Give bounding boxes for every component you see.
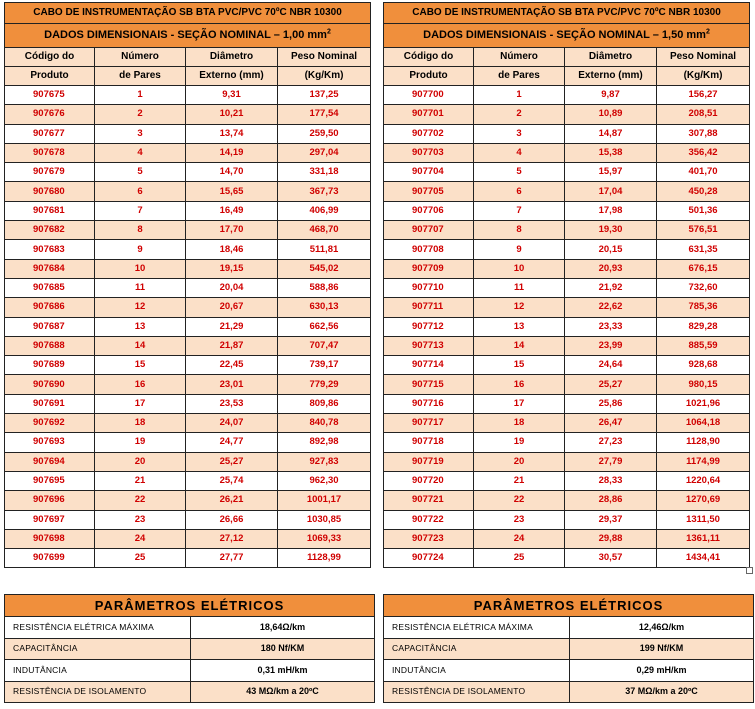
nominal-weight: 1030,85: [278, 510, 371, 529]
pairs-count: 1: [474, 86, 565, 105]
header-produto: Produto: [5, 67, 95, 86]
product-code: 907701: [384, 105, 474, 124]
pairs-count: 7: [474, 201, 565, 220]
product-code: 907699: [5, 549, 95, 568]
pairs-count: 10: [95, 259, 186, 278]
table-row: [384, 240, 750, 259]
nominal-weight: 545,02: [278, 259, 371, 278]
header-pares: de Pares: [474, 67, 565, 86]
subtitle-text: DADOS DIMENSIONAIS - SEÇÃO NOMINAL – 1,00 mm: [44, 29, 327, 41]
outer-diameter: 22,62: [565, 298, 657, 317]
nominal-weight: 1069,33: [278, 529, 371, 548]
pairs-count: 25: [95, 549, 186, 568]
outer-diameter: 14,19: [186, 143, 278, 162]
product-code: 907675: [5, 86, 95, 105]
table-row: [5, 529, 371, 548]
pairs-count: 23: [95, 510, 186, 529]
product-code: 907691: [5, 394, 95, 413]
nominal-weight: 156,27: [657, 86, 750, 105]
outer-diameter: 13,74: [186, 124, 278, 143]
table-row: [5, 105, 371, 124]
outer-diameter: 15,38: [565, 143, 657, 162]
product-code: 907702: [384, 124, 474, 143]
param-label-indutancia: INDUTÂNCIA: [384, 660, 570, 682]
nominal-weight: 297,04: [278, 143, 371, 162]
param-value-capacitancia: 199 Nf/KM: [570, 638, 754, 660]
header-pares: de Pares: [95, 67, 186, 86]
pairs-count: 3: [95, 124, 186, 143]
electrical-title: PARÂMETROS ELÉTRICOS: [384, 595, 754, 617]
nominal-weight: 1174,99: [657, 452, 750, 471]
pairs-count: 5: [95, 163, 186, 182]
outer-diameter: 14,87: [565, 124, 657, 143]
nominal-weight: 588,86: [278, 278, 371, 297]
pairs-count: 13: [95, 317, 186, 336]
product-code: 907719: [384, 452, 474, 471]
product-code: 907713: [384, 336, 474, 355]
outer-diameter: 24,64: [565, 356, 657, 375]
pairs-count: 9: [474, 240, 565, 259]
dimensional-table-1-00mm: [4, 2, 371, 568]
table-row: [5, 182, 371, 201]
pairs-count: 19: [474, 433, 565, 452]
product-code: 907685: [5, 278, 95, 297]
pairs-count: 12: [95, 298, 186, 317]
table-subtitle: [5, 24, 371, 48]
pairs-count: 15: [95, 356, 186, 375]
table-row: [384, 549, 750, 568]
pairs-count: 5: [474, 163, 565, 182]
product-code: 907708: [384, 240, 474, 259]
table-row: [384, 471, 750, 490]
outer-diameter: 9,31: [186, 86, 278, 105]
nominal-weight: 367,73: [278, 182, 371, 201]
outer-diameter: 19,15: [186, 259, 278, 278]
table-row: [5, 201, 371, 220]
param-value-capacitancia: 180 Nf/KM: [191, 638, 375, 660]
product-code: 907688: [5, 336, 95, 355]
pairs-count: 6: [474, 182, 565, 201]
pairs-count: 8: [95, 221, 186, 240]
outer-diameter: 9,87: [565, 86, 657, 105]
table-row: [5, 491, 371, 510]
pairs-count: 7: [95, 201, 186, 220]
table-row: [5, 336, 371, 355]
table-row: [5, 356, 371, 375]
table-row: [384, 356, 750, 375]
nominal-weight: 468,70: [278, 221, 371, 240]
pairs-count: 18: [474, 414, 565, 433]
product-code: 907676: [5, 105, 95, 124]
outer-diameter: 25,86: [565, 394, 657, 413]
table-row: [5, 298, 371, 317]
table-row: [384, 201, 750, 220]
table-row: [384, 86, 750, 105]
subtitle-superscript: 2: [326, 28, 331, 36]
nominal-weight: 1001,17: [278, 491, 371, 510]
product-code: 907681: [5, 201, 95, 220]
pairs-count: 21: [95, 471, 186, 490]
header-numero: Número: [95, 48, 186, 67]
table-row: [384, 414, 750, 433]
header-externo: Externo (mm): [186, 67, 278, 86]
dimensional-table-body: [5, 3, 371, 568]
param-label-capacitancia: CAPACITÂNCIA: [5, 638, 191, 660]
param-label-indutancia: INDUTÂNCIA: [5, 660, 191, 682]
outer-diameter: 21,29: [186, 317, 278, 336]
table-row: [384, 143, 750, 162]
table-row: [5, 240, 371, 259]
pairs-count: 22: [474, 491, 565, 510]
param-label-resistencia: RESISTÊNCIA ELÉTRICA MÁXIMA: [5, 617, 191, 639]
product-code: 907715: [384, 375, 474, 394]
nominal-weight: 1434,41: [657, 549, 750, 568]
nominal-weight: 307,88: [657, 124, 750, 143]
nominal-weight: 1128,99: [278, 549, 371, 568]
nominal-weight: 928,68: [657, 356, 750, 375]
product-code: 907690: [5, 375, 95, 394]
nominal-weight: 1021,96: [657, 394, 750, 413]
pairs-count: 24: [474, 529, 565, 548]
nominal-weight: 450,28: [657, 182, 750, 201]
outer-diameter: 27,79: [565, 452, 657, 471]
pairs-count: 22: [95, 491, 186, 510]
nominal-weight: 177,54: [278, 105, 371, 124]
nominal-weight: 401,70: [657, 163, 750, 182]
param-value-isolamento: 43 MΩ/km a 20ºC: [191, 681, 375, 703]
table-row: [5, 221, 371, 240]
nominal-weight: 631,35: [657, 240, 750, 259]
outer-diameter: 27,77: [186, 549, 278, 568]
outer-diameter: 28,33: [565, 471, 657, 490]
table-row: [384, 259, 750, 278]
outer-diameter: 26,66: [186, 510, 278, 529]
nominal-weight: 980,15: [657, 375, 750, 394]
nominal-weight: 962,30: [278, 471, 371, 490]
outer-diameter: 27,23: [565, 433, 657, 452]
outer-diameter: 24,77: [186, 433, 278, 452]
table-row: [5, 414, 371, 433]
pairs-count: 10: [474, 259, 565, 278]
nominal-weight: 732,60: [657, 278, 750, 297]
table-row: [5, 86, 371, 105]
table-row: [384, 124, 750, 143]
product-code: 907692: [5, 414, 95, 433]
table-row: [384, 163, 750, 182]
header-externo: Externo (mm): [565, 67, 657, 86]
nominal-weight: 208,51: [657, 105, 750, 124]
pairs-count: 17: [95, 394, 186, 413]
outer-diameter: 20,15: [565, 240, 657, 259]
table-row: [384, 278, 750, 297]
outer-diameter: 29,88: [565, 529, 657, 548]
param-value-indutancia: 0,31 mH/km: [191, 660, 375, 682]
outer-diameter: 23,53: [186, 394, 278, 413]
outer-diameter: 15,97: [565, 163, 657, 182]
pairs-count: 15: [474, 356, 565, 375]
table-row: [5, 259, 371, 278]
outer-diameter: 26,47: [565, 414, 657, 433]
pairs-count: 4: [95, 143, 186, 162]
header-codigo: Código do: [384, 48, 474, 67]
product-code: 907689: [5, 356, 95, 375]
table-row: [384, 394, 750, 413]
outer-diameter: 19,30: [565, 221, 657, 240]
pairs-count: 4: [474, 143, 565, 162]
pairs-count: 1: [95, 86, 186, 105]
outer-diameter: 25,27: [186, 452, 278, 471]
nominal-weight: 1311,50: [657, 510, 750, 529]
product-code: 907707: [384, 221, 474, 240]
table-row: [384, 221, 750, 240]
pairs-count: 24: [95, 529, 186, 548]
product-code: 907684: [5, 259, 95, 278]
nominal-weight: 259,50: [278, 124, 371, 143]
pairs-count: 3: [474, 124, 565, 143]
table-row: [384, 317, 750, 336]
outer-diameter: 18,46: [186, 240, 278, 259]
pairs-count: 13: [474, 317, 565, 336]
dimensional-table-body: [384, 3, 750, 568]
pairs-count: 16: [474, 375, 565, 394]
outer-diameter: 17,70: [186, 221, 278, 240]
header-diametro: Diâmetro: [565, 48, 657, 67]
product-code: 907721: [384, 491, 474, 510]
table-row: [384, 336, 750, 355]
nominal-weight: 779,29: [278, 375, 371, 394]
product-code: 907678: [5, 143, 95, 162]
header-peso: Peso Nominal: [657, 48, 750, 67]
pairs-count: 20: [474, 452, 565, 471]
nominal-weight: 892,98: [278, 433, 371, 452]
pairs-count: 9: [95, 240, 186, 259]
outer-diameter: 21,87: [186, 336, 278, 355]
nominal-weight: 829,28: [657, 317, 750, 336]
nominal-weight: 1220,64: [657, 471, 750, 490]
outer-diameter: 20,04: [186, 278, 278, 297]
product-code: 907709: [384, 259, 474, 278]
electrical-params-1-00mm: [4, 594, 375, 703]
product-code: 907687: [5, 317, 95, 336]
table-row: [384, 105, 750, 124]
nominal-weight: 885,59: [657, 336, 750, 355]
nominal-weight: 406,99: [278, 201, 371, 220]
table-row: [5, 452, 371, 471]
header-peso: Peso Nominal: [278, 48, 371, 67]
param-value-isolamento: 37 MΩ/km a 20ºC: [570, 681, 754, 703]
outer-diameter: 14,70: [186, 163, 278, 182]
pairs-count: 19: [95, 433, 186, 452]
product-code: 907693: [5, 433, 95, 452]
outer-diameter: 23,01: [186, 375, 278, 394]
product-code: 907698: [5, 529, 95, 548]
table-row: [5, 143, 371, 162]
pairs-count: 14: [474, 336, 565, 355]
product-code: 907696: [5, 491, 95, 510]
table-row: [384, 452, 750, 471]
electrical-params-1-50mm: [383, 594, 754, 703]
outer-diameter: 23,99: [565, 336, 657, 355]
nominal-weight: 662,56: [278, 317, 371, 336]
pairs-count: 21: [474, 471, 565, 490]
outer-diameter: 15,65: [186, 182, 278, 201]
nominal-weight: 1064,18: [657, 414, 750, 433]
subtitle-superscript: 2: [705, 28, 710, 36]
outer-diameter: 28,86: [565, 491, 657, 510]
nominal-weight: 1361,11: [657, 529, 750, 548]
product-code: 907695: [5, 471, 95, 490]
nominal-weight: 331,18: [278, 163, 371, 182]
param-label-isolamento: RESISTÊNCIA DE ISOLAMENTO: [5, 681, 191, 703]
outer-diameter: 30,57: [565, 549, 657, 568]
table-row: [384, 491, 750, 510]
param-label-capacitancia: CAPACITÂNCIA: [384, 638, 570, 660]
outer-diameter: 10,89: [565, 105, 657, 124]
outer-diameter: 25,74: [186, 471, 278, 490]
nominal-weight: 707,47: [278, 336, 371, 355]
table-row: [384, 433, 750, 452]
table-row: [5, 317, 371, 336]
product-code: 907717: [384, 414, 474, 433]
table-subtitle: [384, 24, 750, 48]
nominal-weight: 1270,69: [657, 491, 750, 510]
nominal-weight: 1128,90: [657, 433, 750, 452]
product-code: 907722: [384, 510, 474, 529]
pairs-count: 6: [95, 182, 186, 201]
product-code: 907714: [384, 356, 474, 375]
param-value-indutancia: 0,29 mH/km: [570, 660, 754, 682]
table-row: [384, 182, 750, 201]
param-value-resistencia: 12,46Ω/km: [570, 617, 754, 639]
param-value-resistencia: 18,64Ω/km: [191, 617, 375, 639]
nominal-weight: 356,42: [657, 143, 750, 162]
nominal-weight: 137,25: [278, 86, 371, 105]
table-row: [384, 529, 750, 548]
table-row: [5, 163, 371, 182]
product-code: 907694: [5, 452, 95, 471]
pairs-count: 11: [95, 278, 186, 297]
product-code: 907683: [5, 240, 95, 259]
table-row: [384, 510, 750, 529]
header-codigo: Código do: [5, 48, 95, 67]
nominal-weight: 501,36: [657, 201, 750, 220]
pairs-count: 12: [474, 298, 565, 317]
pairs-count: 18: [95, 414, 186, 433]
product-code: 907700: [384, 86, 474, 105]
product-code: 907710: [384, 278, 474, 297]
dimensional-table-1-50mm: [383, 2, 750, 568]
nominal-weight: 676,15: [657, 259, 750, 278]
product-code: 907686: [5, 298, 95, 317]
pairs-count: 23: [474, 510, 565, 529]
table-row: [5, 471, 371, 490]
header-kgkm: (Kg/Km): [657, 67, 750, 86]
param-label-isolamento: RESISTÊNCIA DE ISOLAMENTO: [384, 681, 570, 703]
table-row: [5, 278, 371, 297]
outer-diameter: 20,67: [186, 298, 278, 317]
product-code: 907697: [5, 510, 95, 529]
outer-diameter: 21,92: [565, 278, 657, 297]
product-code: 907724: [384, 549, 474, 568]
table-title: CABO DE INSTRUMENTAÇÃO SB BTA PVC/PVC 70ºC NBR 10300: [5, 3, 371, 24]
pairs-count: 17: [474, 394, 565, 413]
pairs-count: 20: [95, 452, 186, 471]
header-produto: Produto: [384, 67, 474, 86]
outer-diameter: 17,98: [565, 201, 657, 220]
product-code: 907679: [5, 163, 95, 182]
outer-diameter: 26,21: [186, 491, 278, 510]
resize-handle[interactable]: [746, 567, 753, 574]
table-row: [384, 375, 750, 394]
nominal-weight: 927,83: [278, 452, 371, 471]
product-code: 907706: [384, 201, 474, 220]
outer-diameter: 20,93: [565, 259, 657, 278]
table-row: [5, 510, 371, 529]
table-title: CABO DE INSTRUMENTAÇÃO SB BTA PVC/PVC 70ºC NBR 10300: [384, 3, 750, 24]
nominal-weight: 809,86: [278, 394, 371, 413]
header-numero: Número: [474, 48, 565, 67]
product-code: 907682: [5, 221, 95, 240]
nominal-weight: 840,78: [278, 414, 371, 433]
nominal-weight: 511,81: [278, 240, 371, 259]
product-code: 907718: [384, 433, 474, 452]
outer-diameter: 29,37: [565, 510, 657, 529]
product-code: 907705: [384, 182, 474, 201]
product-code: 907711: [384, 298, 474, 317]
table-row: [5, 433, 371, 452]
outer-diameter: 22,45: [186, 356, 278, 375]
pairs-count: 8: [474, 221, 565, 240]
outer-diameter: 16,49: [186, 201, 278, 220]
outer-diameter: 24,07: [186, 414, 278, 433]
subtitle-text: DADOS DIMENSIONAIS - SEÇÃO NOMINAL – 1,50 mm: [423, 29, 706, 41]
outer-diameter: 10,21: [186, 105, 278, 124]
nominal-weight: 785,36: [657, 298, 750, 317]
electrical-title: PARÂMETROS ELÉTRICOS: [5, 595, 375, 617]
param-label-resistencia: RESISTÊNCIA ELÉTRICA MÁXIMA: [384, 617, 570, 639]
product-code: 907703: [384, 143, 474, 162]
outer-diameter: 27,12: [186, 529, 278, 548]
header-diametro: Diâmetro: [186, 48, 278, 67]
product-code: 907704: [384, 163, 474, 182]
pairs-count: 2: [95, 105, 186, 124]
table-row: [5, 375, 371, 394]
table-row: [5, 124, 371, 143]
product-code: 907680: [5, 182, 95, 201]
header-kgkm: (Kg/Km): [278, 67, 371, 86]
product-code: 907712: [384, 317, 474, 336]
nominal-weight: 739,17: [278, 356, 371, 375]
pairs-count: 11: [474, 278, 565, 297]
pairs-count: 14: [95, 336, 186, 355]
product-code: 907720: [384, 471, 474, 490]
nominal-weight: 576,51: [657, 221, 750, 240]
table-row: [5, 549, 371, 568]
outer-diameter: 23,33: [565, 317, 657, 336]
table-row: [384, 298, 750, 317]
nominal-weight: 630,13: [278, 298, 371, 317]
pairs-count: 16: [95, 375, 186, 394]
product-code: 907677: [5, 124, 95, 143]
product-code: 907716: [384, 394, 474, 413]
product-code: 907723: [384, 529, 474, 548]
pairs-count: 2: [474, 105, 565, 124]
outer-diameter: 25,27: [565, 375, 657, 394]
outer-diameter: 17,04: [565, 182, 657, 201]
table-row: [5, 394, 371, 413]
pairs-count: 25: [474, 549, 565, 568]
